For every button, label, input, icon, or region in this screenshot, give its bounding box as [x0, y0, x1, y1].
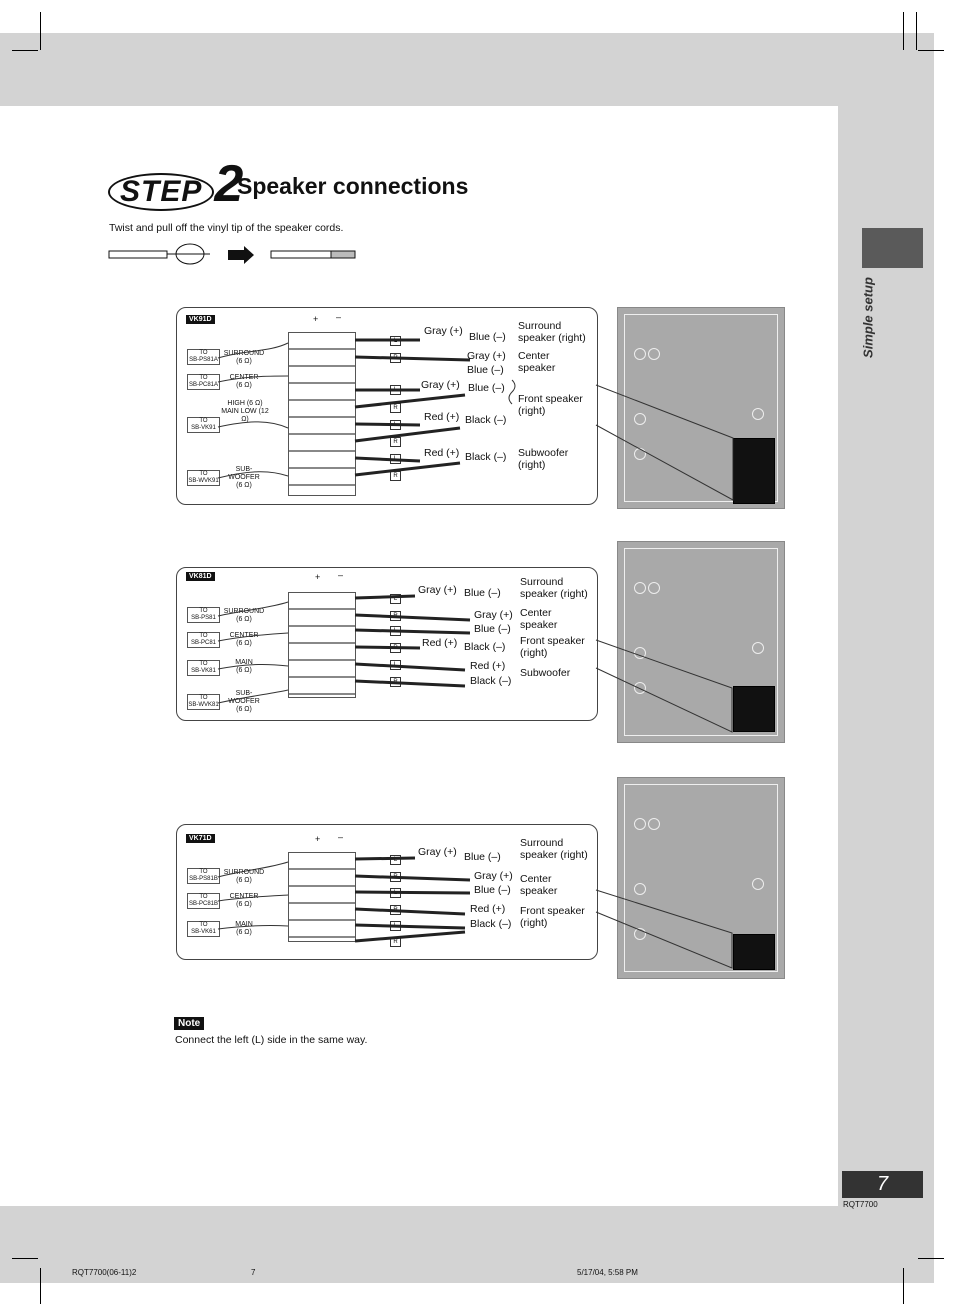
plus-sign: + — [315, 834, 321, 844]
lr-tag: L — [390, 385, 401, 395]
target-label: CENTER (6 Ω) — [229, 893, 259, 908]
lr-tag: R — [390, 471, 401, 481]
speaker-label: Front speaker (right) — [520, 905, 585, 929]
target-tag: TO SB-PS81A — [187, 349, 220, 365]
wire-plus-label: Gray (+) — [467, 350, 506, 362]
wire-plus-label: Gray (+) — [474, 870, 513, 882]
page-title: Speaker connections — [237, 173, 469, 199]
plus-sign: + — [315, 572, 321, 582]
wire-minus-label: Black (–) — [470, 675, 512, 687]
minus-sign: – — [338, 570, 344, 580]
footer-left: RQT7700(06-11)2 — [72, 1268, 137, 1277]
lr-tag: R — [390, 437, 401, 447]
target-label: SUB-WOOFER (6 Ω) — [228, 466, 260, 489]
lr-tag: L — [390, 454, 401, 464]
note-text: Connect the left (L) side in the same way. — [175, 1034, 368, 1046]
intro-text: Twist and pull off the vinyl tip of the speaker cords. — [109, 222, 344, 234]
model-badge: VK91D — [186, 315, 215, 324]
target-tag: TO SB-PC81A — [188, 375, 218, 388]
minus-sign: – — [338, 832, 344, 842]
target-tag: TO SB-PC81B — [188, 894, 218, 907]
wire-plus-label: Gray (+) — [418, 584, 457, 596]
lr-tag: L — [390, 626, 401, 636]
target-tag: TO SB-WVK91 — [188, 471, 219, 484]
model-badge: VK81D — [186, 572, 215, 581]
target-tag: TO SB-VK91 — [187, 417, 220, 433]
wire-minus-label: Blue (–) — [474, 884, 511, 896]
target-tag: TO SB-VK61 — [187, 921, 220, 937]
lr-tag: R — [390, 403, 401, 413]
wire-minus-label: Blue (–) — [468, 382, 505, 394]
lr-tag: R — [390, 872, 401, 882]
target-tag: TO SB-WVK81 — [188, 695, 219, 708]
wire-plus-label: Red (+) — [470, 660, 506, 672]
footer-center: 7 — [251, 1268, 256, 1277]
speaker-label: Subwoofer — [520, 667, 571, 679]
doc-code: RQT7700 — [843, 1200, 878, 1209]
model-badge: VK71D — [186, 834, 215, 843]
target-label: HIGH (6 Ω) MAIN LOW (12 Ω) — [221, 400, 269, 423]
target-label: MAIN (6 Ω) — [235, 921, 253, 936]
footer-right: 5/17/04, 5:58 PM — [577, 1268, 638, 1277]
target-label: SURROUND (6 Ω) — [223, 869, 265, 884]
page-number: 7 — [842, 1171, 923, 1198]
lr-tag: R — [390, 611, 401, 621]
speaker-label: Center speaker — [518, 350, 556, 374]
lr-tag: L — [390, 594, 401, 604]
plus-sign: + — [313, 314, 319, 324]
target-label: SUB-WOOFER (6 Ω) — [228, 690, 260, 713]
wire-plus-label: Gray (+) — [421, 379, 460, 391]
lr-tag: R — [390, 677, 401, 687]
wire-minus-label: Blue (–) — [467, 364, 504, 376]
lr-tag: L — [390, 420, 401, 430]
wire-minus-label: Black (–) — [464, 641, 506, 653]
wire-minus-label: Black (–) — [465, 414, 507, 426]
target-label: MAIN (6 Ω) — [235, 659, 253, 674]
lr-tag: L — [390, 660, 401, 670]
target-label: CENTER (6 Ω) — [229, 374, 259, 389]
target-tag: TO SB-PS81B — [187, 868, 220, 884]
target-label: CENTER (6 Ω) — [229, 632, 259, 647]
lr-tag: L — [390, 336, 401, 346]
lr-tag: L — [390, 921, 401, 931]
lr-tag: R — [390, 905, 401, 915]
target-tag: TO SB-VK81 — [187, 660, 220, 676]
speaker-label: Subwoofer (right) — [518, 447, 569, 471]
speaker-label: Surround speaker (right) — [520, 837, 588, 861]
target-tag: TO SB-PS81 — [187, 607, 220, 623]
wire-plus-label: Gray (+) — [418, 846, 457, 858]
wire-plus-label: Gray (+) — [424, 325, 463, 337]
lr-tag: L — [390, 888, 401, 898]
wire-minus-label: Blue (–) — [469, 331, 506, 343]
wire-minus-label: Blue (–) — [464, 587, 501, 599]
side-label: Simple setup — [860, 277, 876, 358]
lr-tag: R — [390, 937, 401, 947]
wire-minus-label: Black (–) — [470, 918, 512, 930]
target-label: SURROUND (6 Ω) — [223, 350, 265, 365]
speaker-label: Surround speaker (right) — [518, 320, 586, 344]
step-badge: STEP 2 — [108, 154, 244, 214]
wire-plus-label: Red (+) — [424, 447, 460, 459]
lr-tag: L — [390, 855, 401, 865]
speaker-label: Center speaker — [520, 873, 558, 897]
wire-minus-label: Black (–) — [465, 451, 507, 463]
wire-plus-label: Red (+) — [424, 411, 460, 423]
wire-minus-label: Blue (–) — [474, 623, 511, 635]
wire-minus-label: Blue (–) — [464, 851, 501, 863]
target-tag: TO SB-PC81 — [187, 632, 220, 648]
wire-plus-label: Gray (+) — [474, 609, 513, 621]
minus-sign: – — [336, 312, 342, 322]
lr-tag: R — [390, 643, 401, 653]
target-label: SURROUND (6 Ω) — [223, 608, 265, 623]
speaker-label: Front speaker (right) — [518, 393, 583, 417]
speaker-label: Center speaker — [520, 607, 558, 631]
wire-plus-label: Red (+) — [470, 903, 506, 915]
speaker-label: Surround speaker (right) — [520, 576, 588, 600]
note-badge: Note — [174, 1017, 204, 1030]
speaker-label: Front speaker (right) — [520, 635, 585, 659]
wire-plus-label: Red (+) — [422, 637, 458, 649]
lr-tag: R — [390, 353, 401, 363]
